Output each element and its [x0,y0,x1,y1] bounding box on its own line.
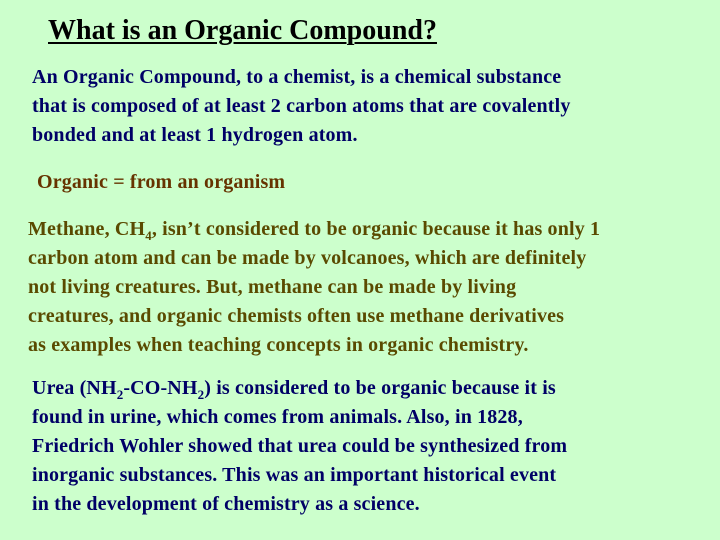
organic-meaning-text: Organic = from an organism [37,171,286,193]
definition-paragraph [32,63,570,150]
methane-subscript: 4 [145,228,152,243]
methane-line [28,215,600,244]
urea-paragraph [32,374,567,519]
urea-line: in the development of chemistry as a science. [32,493,420,515]
definition-line: An Organic Compound, to a chemist, is a chemical substance [32,66,562,88]
methane-line: not living creatures. But, methane can be made by living [28,276,517,298]
urea-subscript-1: 2 [116,387,124,402]
urea-line [32,374,567,403]
methane-line: as examples when teaching concepts in organic chemistry. [28,334,529,356]
urea-formula-part2: -CO-NH [123,377,198,399]
methane-formula-prefix: Methane, CH [28,218,146,240]
methane-line: creatures, and organic chemists often use methane derivatives [28,305,565,327]
urea-line: inorganic substances. This was an important historical event [32,464,557,486]
slide-title: What is an Organic Compound? [48,15,437,46]
definition-line: that is composed of at least 2 carbon atoms that are covalently [32,95,571,117]
methane-line-rest: , isn’t considered to be organic because it has only 1 [151,218,601,240]
definition-line: bonded and at least 1 hydrogen atom. [32,124,358,146]
methane-paragraph [28,215,600,360]
urea-line: found in urine, which comes from animals. Also, in 1828, [32,406,523,428]
organic-meaning-paragraph [37,168,285,197]
methane-line: carbon atom and can be made by volcanoes, which are definitely [28,247,587,269]
urea-line-rest: ) is considered to be organic because it is [204,377,556,399]
urea-formula-part1: Urea (NH [32,377,117,399]
urea-subscript-2: 2 [197,387,205,402]
urea-line: Friedrich Wohler showed that urea could be synthesized from [32,435,568,457]
